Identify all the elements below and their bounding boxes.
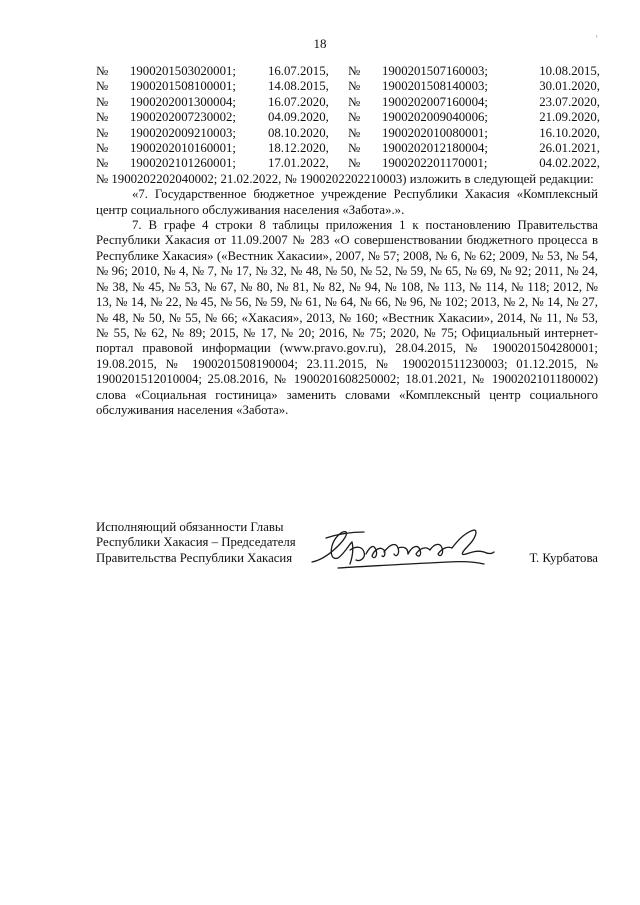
registration-row: [96, 156, 600, 171]
registration-cell: №: [348, 141, 361, 156]
registration-cell: 16.07.2020,: [268, 94, 329, 109]
registration-cell: 16.10.2020,: [539, 125, 600, 140]
registration-cell: 08.10.2020,: [268, 125, 329, 140]
signature-block: [96, 520, 598, 580]
registration-cell: 18.12.2020,: [268, 141, 329, 156]
registration-cell: №: [348, 110, 361, 125]
registration-cell: 04.02.2022,: [539, 156, 600, 171]
registration-row: [96, 79, 600, 94]
registration-table: [96, 64, 600, 172]
registration-cell: 1900202009040006;: [382, 110, 488, 125]
registration-cell: 1900202007160004;: [382, 94, 488, 109]
registration-cell: 04.09.2020,: [268, 110, 329, 125]
signatory-name: Т. Курбатова: [529, 551, 598, 565]
handwritten-signature: [308, 524, 498, 570]
registration-cell: 1900202201170001;: [382, 156, 488, 171]
registration-cell: 23.07.2020,: [539, 94, 600, 109]
registration-cell: 1900201508140003;: [382, 79, 488, 94]
registration-cell: №: [348, 156, 361, 171]
item-7-paragraph: 7. В графе 4 строки 8 таблицы приложения 1 к постановлению Правительства Республики Хакасия от 11.09.2007 № 283 «О совершенствовании бюджетного процесса в Республике Хакасия» («Вестник Хакасии», 2007, № 57; 2008, № 6, № 62; 2009, № 53, № 54, № 96; 2010, № 4, № 7, № 17, № 32, № 48, № 50, № 52, № 59, № 65, № 69, № 92; 2011, № 24, № 38, № 45, № 53, № 67, № 80, № 81, № 82, № 94, № 108, № 113, № 114, № 118; 2012, № 13, № 14, № 22, № 45, № 56, № 59, № 61, № 64, № 66, № 96, № 102; 2013, № 2, № 14, № 27, № 48, № 50, № 55, № 66; «Хакасия», 2013, № 160; «Вестник Хакасии», 2014, № 11, № 53, № 55, № 62, № 89; 2015, № 17, № 20; 2016, № 75; 2020, № 75; Официальный интернет-портал правовой информации (www.pravo.gov.ru), 28.04.2015, № 1900201504280001; 19.08.2015, № 1900201508190004; 23.11.2015, № 1900201511230003; 01.12.2015, № 1900201512010004; 25.08.2016, № 1900201608250002; 18.01.2021, № 1900202101180002) слова «Социальная гостиница» заменить словами «Комплексный центр социального обслуживания населения «Забота».: [96, 218, 598, 417]
page-number: 18: [313, 36, 327, 51]
registration-cell: №: [96, 110, 109, 125]
registration-cell: 16.07.2015,: [268, 64, 329, 78]
registration-cell: 1900202007230002;: [130, 110, 236, 125]
registration-cell: 26.01.2021,: [539, 141, 600, 156]
registration-cell: 1900202012180004;: [382, 141, 488, 156]
registration-cell: 21.09.2020,: [539, 110, 600, 125]
registration-cell: №: [348, 79, 361, 94]
registration-cell: №: [348, 64, 361, 78]
registration-cell: 30.01.2020,: [539, 79, 600, 94]
signatory-title-line: Исполняющий обязанности Главы: [96, 520, 284, 534]
signatory-title-line: Правительства Республики Хакасия: [96, 550, 293, 565]
registration-cell: №: [96, 125, 109, 140]
registration-cell: 1900202001300004;: [130, 94, 236, 109]
registration-cell: 1900202010080001;: [382, 125, 488, 140]
registration-cell: №: [96, 94, 109, 109]
registration-row: [96, 64, 600, 79]
registration-row: [96, 126, 600, 141]
registration-row: [96, 141, 600, 156]
registration-cell: №: [96, 141, 109, 156]
registration-cell: 1900201508100001;: [130, 79, 236, 94]
registration-cell: №: [348, 125, 361, 140]
registration-cell: №: [348, 94, 361, 109]
registration-cell: 1900202101260001;: [130, 156, 236, 171]
signatory-title-line: Республики Хакасия – Председателя: [96, 535, 296, 550]
document-body: [96, 64, 598, 418]
registration-cell: №: [96, 64, 109, 78]
registration-cell: №: [96, 156, 109, 171]
scan-corner-mark: ': [596, 34, 598, 44]
new-name-paragraph: «7. Государственное бюджетное учреждение Республики Хакасия «Комплексный центр социального обслуживания населения «Забота».».: [96, 187, 598, 217]
registration-row: [96, 95, 600, 110]
registration-cell: 14.08.2015,: [268, 79, 329, 94]
registrations-tail-paragraph: № 1900202202040002; 21.02.2022, № 1900202202210003) изложить в следующей редакции:: [96, 171, 594, 186]
registration-cell: 10.08.2015,: [539, 64, 600, 78]
registration-cell: №: [96, 79, 109, 94]
registration-row: [96, 110, 600, 125]
registration-cell: 1900201503020001;: [130, 64, 236, 78]
registration-cell: 1900202009210003;: [130, 125, 236, 140]
registration-cell: 1900202010160001;: [130, 141, 236, 156]
registration-cell: 1900201507160003;: [382, 64, 488, 78]
registration-cell: 17.01.2022,: [268, 156, 329, 171]
